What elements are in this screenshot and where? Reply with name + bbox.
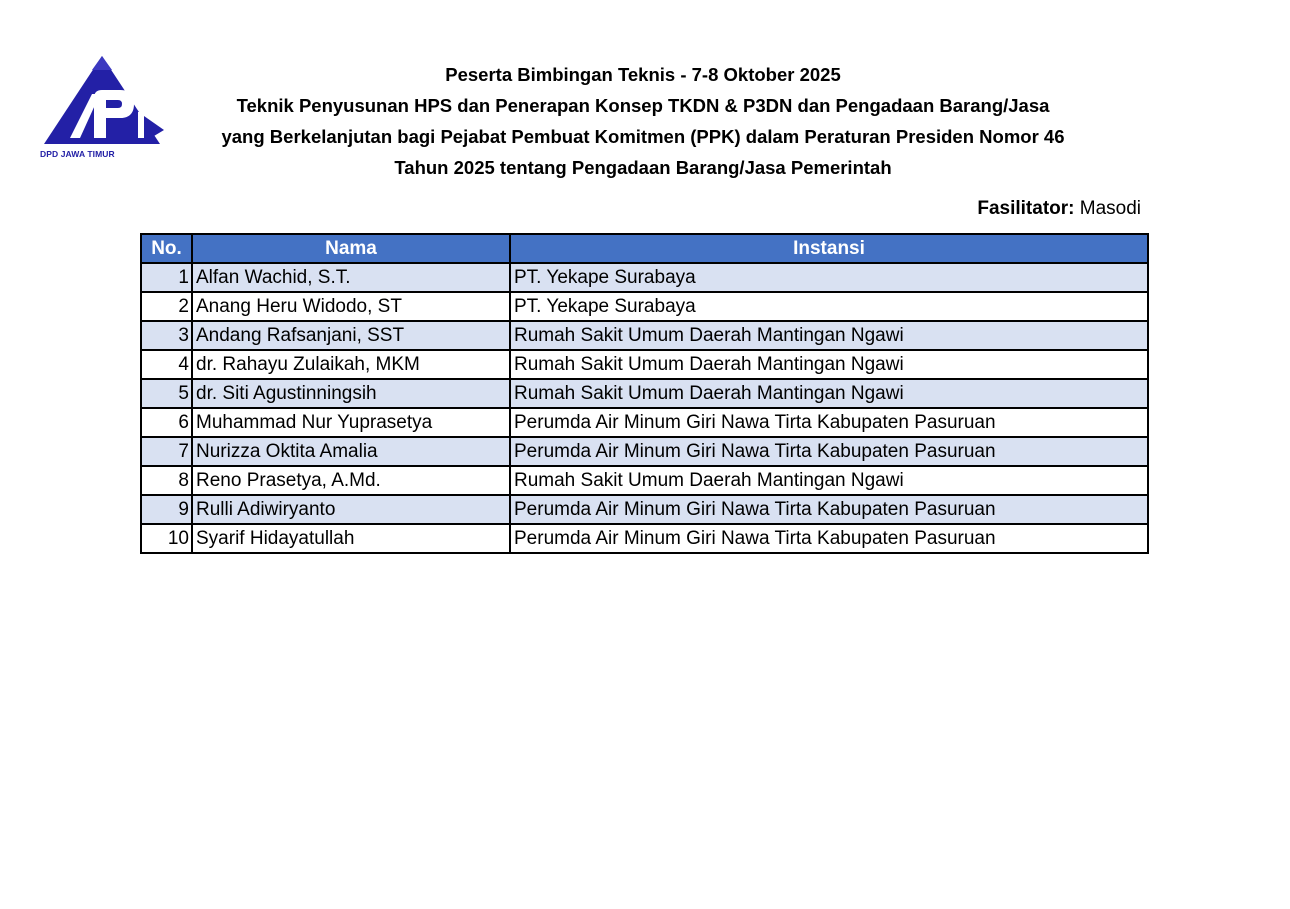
heading-line-3: yang Berkelanjutan bagi Pejabat Pembuat Komitmen (PPK) dalam Peraturan Presiden Nomor 46	[221, 126, 1065, 147]
heading-line-1: Peserta Bimbingan Teknis - 7-8 Oktober 2025	[445, 64, 841, 85]
participant-institution: Perumda Air Minum Giri Nawa Tirta Kabupaten Pasuruan	[510, 495, 1148, 524]
facilitator-name: Masodi	[1079, 198, 1141, 219]
row-number: 7	[141, 437, 192, 466]
participants-table	[140, 233, 1149, 554]
row-number: 10	[141, 524, 192, 553]
row-number: 6	[141, 408, 192, 437]
table-row	[141, 466, 1148, 495]
participant-institution: Rumah Sakit Umum Daerah Mantingan Ngawi	[510, 350, 1148, 379]
table-header-row	[141, 234, 1148, 263]
heading-line-4: Tahun 2025 tentang Pengadaan Barang/Jasa Pemerintah	[394, 157, 892, 178]
participant-institution: Rumah Sakit Umum Daerah Mantingan Ngawi	[510, 466, 1148, 495]
facilitator-label: Fasilitator:	[977, 198, 1075, 219]
row-number: 4	[141, 350, 192, 379]
organization-logo	[40, 54, 164, 162]
participant-institution: Perumda Air Minum Giri Nawa Tirta Kabupaten Pasuruan	[510, 524, 1148, 553]
column-header-no: No.	[141, 234, 192, 263]
table-row	[141, 321, 1148, 350]
column-header-name: Nama	[192, 234, 510, 263]
facilitator	[977, 196, 1141, 222]
row-number: 5	[141, 379, 192, 408]
participant-name: Muhammad Nur Yuprasetya	[192, 408, 510, 437]
table-row	[141, 495, 1148, 524]
participant-name: Reno Prasetya, A.Md.	[192, 466, 510, 495]
table-row	[141, 379, 1148, 408]
row-number: 9	[141, 495, 192, 524]
row-number: 3	[141, 321, 192, 350]
logo-caption: DPD JAWA TIMUR	[40, 149, 115, 159]
participant-name: dr. Siti Agustinningsih	[192, 379, 510, 408]
participant-institution: Rumah Sakit Umum Daerah Mantingan Ngawi	[510, 321, 1148, 350]
participant-name: Anang Heru Widodo, ST	[192, 292, 510, 321]
document-heading	[150, 59, 1136, 183]
heading-line-2: Teknik Penyusunan HPS dan Penerapan Konsep TKDN & P3DN dan Pengadaan Barang/Jasa	[236, 95, 1050, 116]
table-row	[141, 408, 1148, 437]
table-row	[141, 263, 1148, 292]
row-number: 2	[141, 292, 192, 321]
row-number: 1	[141, 263, 192, 292]
participant-name: Rulli Adiwiryanto	[192, 495, 510, 524]
participant-institution: Perumda Air Minum Giri Nawa Tirta Kabupaten Pasuruan	[510, 437, 1148, 466]
participant-institution: PT. Yekape Surabaya	[510, 292, 1148, 321]
row-number: 8	[141, 466, 192, 495]
participant-name: Nurizza Oktita Amalia	[192, 437, 510, 466]
participant-name: Syarif Hidayatullah	[192, 524, 510, 553]
column-header-institution: Instansi	[510, 234, 1148, 263]
participant-institution: Perumda Air Minum Giri Nawa Tirta Kabupaten Pasuruan	[510, 408, 1148, 437]
participant-institution: PT. Yekape Surabaya	[510, 263, 1148, 292]
participant-institution: Rumah Sakit Umum Daerah Mantingan Ngawi	[510, 379, 1148, 408]
table-row	[141, 350, 1148, 379]
table-row	[141, 437, 1148, 466]
participant-name: dr. Rahayu Zulaikah, MKM	[192, 350, 510, 379]
participant-name: Alfan Wachid, S.T.	[192, 263, 510, 292]
participant-name: Andang Rafsanjani, SST	[192, 321, 510, 350]
table-row	[141, 524, 1148, 553]
iapi-triangle-logo-icon	[40, 54, 164, 150]
table-row	[141, 292, 1148, 321]
